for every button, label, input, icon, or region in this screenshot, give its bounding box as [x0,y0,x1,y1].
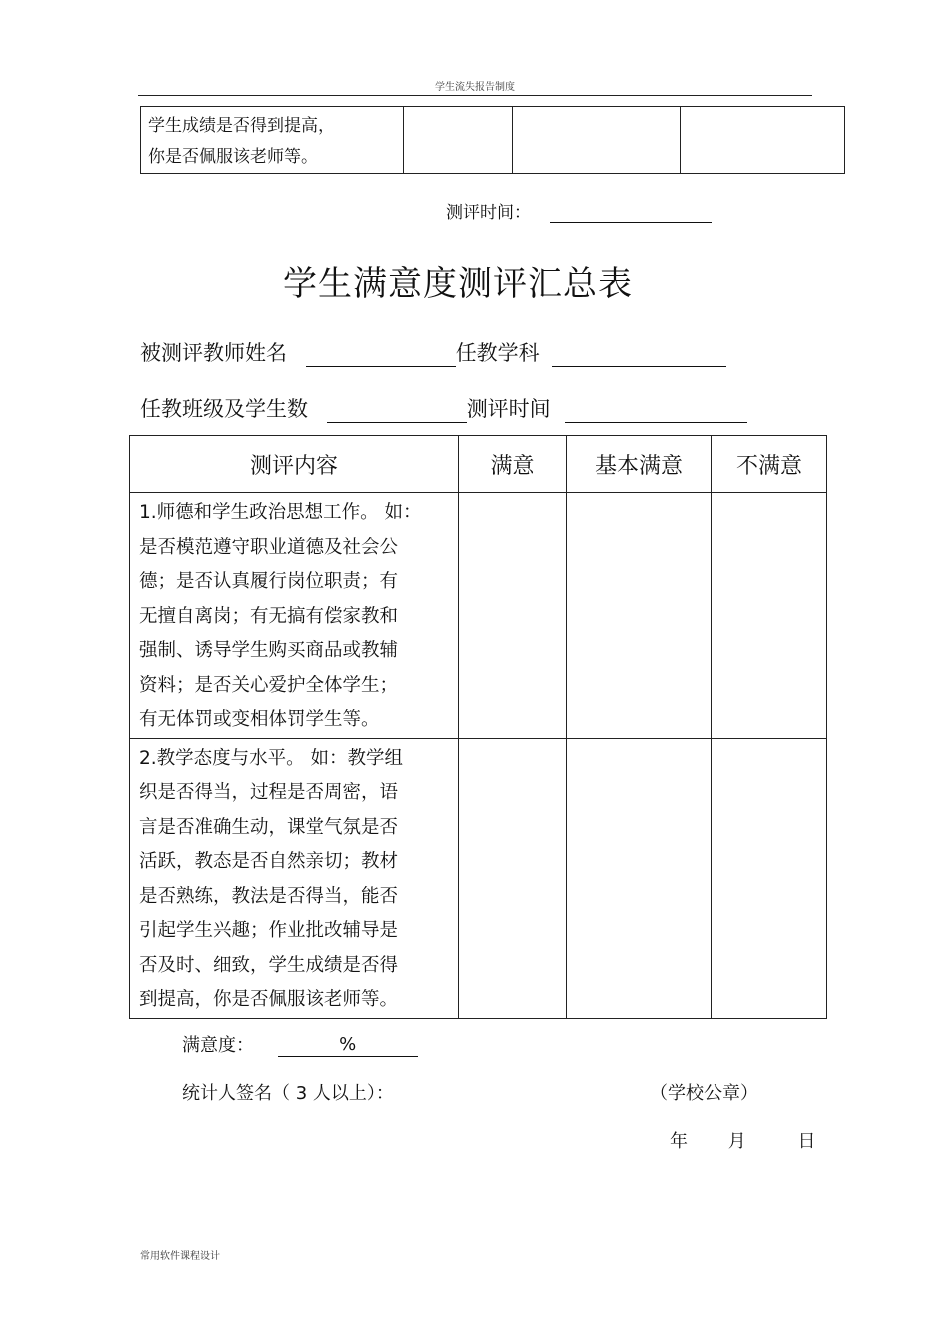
page-header-title: 学生流失报告制度 [435,82,515,93]
content-line: 活跃，教态是否自然亲切；教材 [139,851,399,872]
school-seal-label: （学校公章） [650,1083,758,1104]
subject-blank[interactable] [552,342,726,367]
subject-label: 任教学科 [455,341,540,365]
percent-sign: % [339,1034,357,1055]
satisfaction-blank[interactable] [278,1034,418,1057]
basically-satisfied-cell[interactable] [567,493,712,739]
content-line: 有无体罚或变相体罚学生等。 [139,709,380,730]
class-label: 任教班级及学生数 [140,397,308,421]
unsatisfied-cell[interactable] [681,107,845,174]
content-line: 2.教学态度与水平。 如：教学组 [139,747,404,769]
content-line: 否及时、细致，学生成绩是否得 [139,954,399,976]
table-row [130,493,827,739]
content-line: 到提高，你是否佩服该老师等。 [139,989,399,1010]
eval-time-field-blank[interactable] [565,398,747,423]
header-content: 测评内容 [130,436,459,493]
header-basically-satisfied: 基本满意 [567,436,712,493]
teacher-info-row [140,337,726,367]
content-line: 无擅自离岗；有无搞有偿家教和 [139,605,399,627]
content-line: 1.师德和学生政治思想工作。 如： [139,502,422,523]
satisfied-cell[interactable] [459,493,567,739]
content-cell [141,107,404,174]
basically-satisfied-cell[interactable] [513,107,681,174]
table-header-row [130,436,827,493]
satisfied-cell[interactable] [404,107,513,174]
satisfied-cell[interactable] [459,738,567,1018]
content-line: 言是否准确生动，课堂气氛是否 [139,816,399,838]
header-satisfied: 满意 [459,436,567,493]
class-info-row [140,393,747,423]
content-line: 资料；是否关心爱护全体学生； [139,674,399,696]
satisfaction-label: 满意度： [182,1035,254,1056]
class-blank[interactable] [327,398,467,423]
teacher-name-blank[interactable] [306,342,456,367]
content-line: 学生成绩是否得到提高， [148,116,335,136]
unsatisfied-cell[interactable] [712,738,827,1018]
content-line: 德；是否认真履行岗位职责；有 [139,571,399,592]
unsatisfied-cell[interactable] [712,493,827,739]
day-label: 日 [797,1131,816,1152]
eval-time-blank[interactable] [550,202,712,223]
table-row [130,738,827,1018]
content-line: 强制、诱导学生购买商品或教辅 [139,640,399,661]
satisfaction-line [182,1031,418,1057]
evaluation-table [129,435,827,1019]
page-footer-text: 常用软件课程设计 [140,1251,220,1262]
content-line: 是否模范遵守职业道德及社会公 [139,536,399,558]
basically-satisfied-cell[interactable] [567,738,712,1018]
header-divider [138,95,812,96]
content-line: 你是否佩服该老师等。 [148,147,318,167]
teacher-name-label: 被测评教师姓名 [140,341,287,365]
date-line [670,1127,815,1153]
eval-time-line [446,198,712,223]
page-title: 学生满意度测评汇总表 [283,264,633,304]
content-line: 是否熟练，教法是否得当，能否 [139,885,399,907]
content-cell [130,493,459,739]
eval-time-field-label: 测评时间 [466,397,551,421]
month-label: 月 [727,1131,746,1152]
signers-label: 统计人签名（ 3 人以上）： [182,1083,394,1104]
year-label: 年 [670,1131,688,1152]
continued-table [140,106,845,174]
content-line: 引起学生兴趣；作业批改辅导是 [139,920,399,941]
table-row [141,107,845,174]
header-unsatisfied: 不满意 [712,436,827,493]
eval-time-label: 测评时间： [446,203,531,223]
content-cell [130,738,459,1018]
content-line: 织是否得当，过程是否周密，语 [139,782,399,803]
